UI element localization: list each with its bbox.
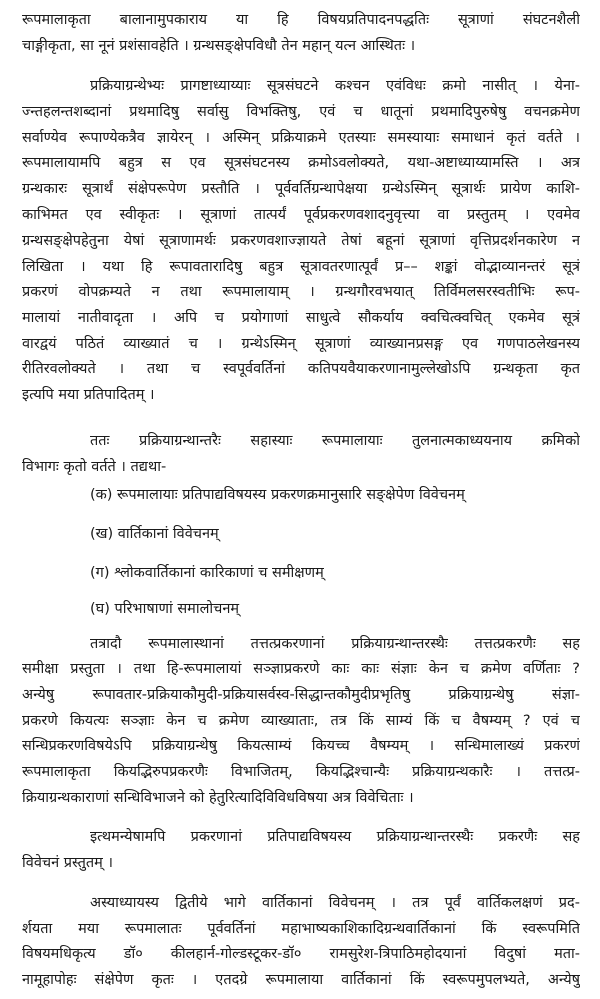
text-line: लिखिता । यथा हि रूपावतारादिषु बहुत्र सूत्रावतरणात्पूर्वं प्र–– शङ्कां वोद्भाव्यानन्तरं सूत्रं — [22, 259, 580, 275]
text-line: रूपमालायामपि बहुत्र स एव सूत्रसंघटनस्य क्रमोऽवलोक्यते, यथा-अष्टाध्याय्यामस्ति । अत्र — [22, 155, 580, 171]
text-line: रूपमालाकृता कियद्भिरुपप्रकरणैः विभाजितम्, कियद्भिश्चान्यैः प्रक्रियाग्रन्थकारैः । तत्तत्प्र- — [22, 764, 580, 780]
text-line: मालायां नातीवादृता । अपि च प्रयोगाणां साधुत्वे सौकर्याय क्वचित्क्वचित् एकमेव सूत्रं — [22, 310, 580, 326]
text-line: नामूहापोहः संक्षेपेण कृतः । एतदग्रे रूपमालाया वार्तिकानां किं स्वरूपमुपलभ्यते, अन्येषु — [22, 972, 580, 988]
text-line: काभिमत एव स्वीकृतः । सूत्राणां तात्पर्यं पूर्वप्रकरणवशादनुवृत्त्या वा प्रस्तुतम् । एवमेव — [22, 207, 580, 223]
list-item: (घ) परिभाषाणां समालोचनम् — [90, 601, 240, 617]
text-line: रूपमालाकृता बालानामुपकाराय या हि विषयप्रतिपादनपद्धतिः सूत्राणां संघटनशैली — [22, 12, 580, 28]
text-line: वारद्वयं पठितं व्याख्यातं च । ग्रन्थेऽस्मिन् सूत्राणां व्याख्यानप्रसङ्ग एव गणपाठलेखनस्य — [22, 336, 580, 352]
text-line: अस्याध्यायस्य द्वितीये भागे वार्तिकानां विवेचनम् । तत्र पूर्वं वार्तिकलक्षणं प्रद- — [90, 895, 580, 911]
text-line: सन्धिप्रकरणविषयेऽपि प्रक्रियाग्रन्थेषु कियत्साम्यं कियच्च वैषम्यम् । सन्धिमालाख्यं प्रकरणं — [22, 738, 580, 754]
text-line: प्रकरणं वोपक्रम्यते न तथा रूपमालायाम् । ग्रन्थगौरवभयात् तिर्विमलसरस्वतीभिः रूप- — [22, 284, 580, 300]
text-line: चाङ्गीकृता, सा नूनं प्रशंसावहेति । ग्रन्थसङ्क्षेपविधौ तेन महान् यत्न आस्थितः । — [22, 38, 416, 54]
list-item: (ग) श्लोकवार्तिकानां कारिकाणां च समीक्षणम् — [90, 565, 324, 581]
text-line: तत्रादौ रूपमालास्थानां तत्तत्प्रकरणानां प्रक्रियाग्रन्थान्तरस्थैः तत्तत्प्रकरणैः सह — [90, 636, 580, 652]
text-line: सर्वाण्येव रूपाण्येकत्रैव ज्ञायेरन् । अस्मिन् प्रक्रियाक्रमे एतस्याः समस्यायाः समाधानं कृतं वर्तते । — [22, 130, 580, 146]
text-line: ग्रन्थसङ्क्षेपहेतुना येषां सूत्राणामर्थः प्रकरणवशाज्ज्ञायते तेषां बहूनां सूत्राणां वृत्तिप्रदर्शनकारेण न — [22, 233, 580, 249]
list-item: (ख) वार्तिकानां विवेचनम् — [90, 526, 219, 542]
text-line: इत्थमन्येषामपि प्रकरणानां प्रतिपाद्यविषयस्य प्रक्रियाग्रन्थान्तरस्थैः प्रकरणैः सह — [90, 829, 580, 845]
text-line: ततः प्रक्रियाग्रन्थान्तरैः सहास्याः रूपमालायाः तुलनात्मकाध्ययनाय क्रमिको — [90, 433, 580, 449]
text-line: रीतिरवलोक्यते । तथा च स्वपूर्ववर्तिनां कतिपयवैयाकरणानामुल्लेखोऽपि ग्रन्थकृता कृत — [22, 361, 580, 377]
text-line: इत्यपि मया प्रतिपादितम् । — [22, 387, 155, 403]
text-line: विभागः कृतो वर्तते । तद्यथा- — [22, 459, 167, 475]
text-line: अन्येषु रूपावतार-प्रक्रियाकौमुदी-प्रक्रियासर्वस्व-सिद्धान्तकौमुदीप्रभृतिषु प्रक्रियाग्रन्थेषु संज्ञा- — [22, 687, 580, 703]
text-line: ग्रन्थकारः सूत्रार्थं संक्षेपरूपेण प्रस्तौति । पूर्ववर्तिग्रन्थापेक्षया ग्रन्थेऽस्मिन् सूत्रार्थः प्रायेण काशि- — [22, 181, 580, 197]
text-line: विवेचनं प्रस्तुतम् । — [22, 855, 113, 871]
text-line: प्रक्रियाग्रन्थेभ्यः प्रागष्टाध्याय्याः सूत्रसंघटने कश्चन एवंविधः क्रमो नासीत् । येना- — [90, 78, 580, 94]
text-line: प्रकरणे कियत्यः सञ्ज्ञाः केन च क्रमेण व्याख्याताः, तत्र किं साम्यं किं च वैषम्यम् ? एवं च — [22, 713, 580, 729]
text-line: विषयमधिकृत्य डॉ० कीलहार्न-गोल्डस्टूकर-डॉ० रामसुरेश-त्रिपाठिमहोदयानां विदुषां मता- — [22, 946, 580, 962]
text-line: क्रियाग्रन्थकाराणां सन्धिविभाजने को हेतुरित्यादिविविधविषया अत्र विवेचिताः । — [22, 790, 414, 806]
text-line: ज्न्तहलन्तशब्दानां प्रथमादिषु सर्वासु विभक्तिषु, एवं च धातूनां प्रथमादिपुरुषेषु वचनक्रमेण — [22, 104, 580, 120]
text-line: र्शयता मया रूपमालातः पूर्ववर्तिनां महाभाष्यकाशिकादिग्रन्थवार्तिकानां किं स्वरूपमिति — [22, 921, 580, 937]
list-item: (क) रूपमालायाः प्रतिपाद्यविषयस्य प्रकरणक्रमानुसारि सङ्क्षेपेण विवेचनम् — [90, 487, 465, 503]
text-line: समीक्षा प्रस्तुता । तथा हि-रूपमालायां सञ्ज्ञाप्रकरणे काः काः संज्ञाः केन च क्रमेण वर्णिताः ? — [22, 661, 580, 677]
